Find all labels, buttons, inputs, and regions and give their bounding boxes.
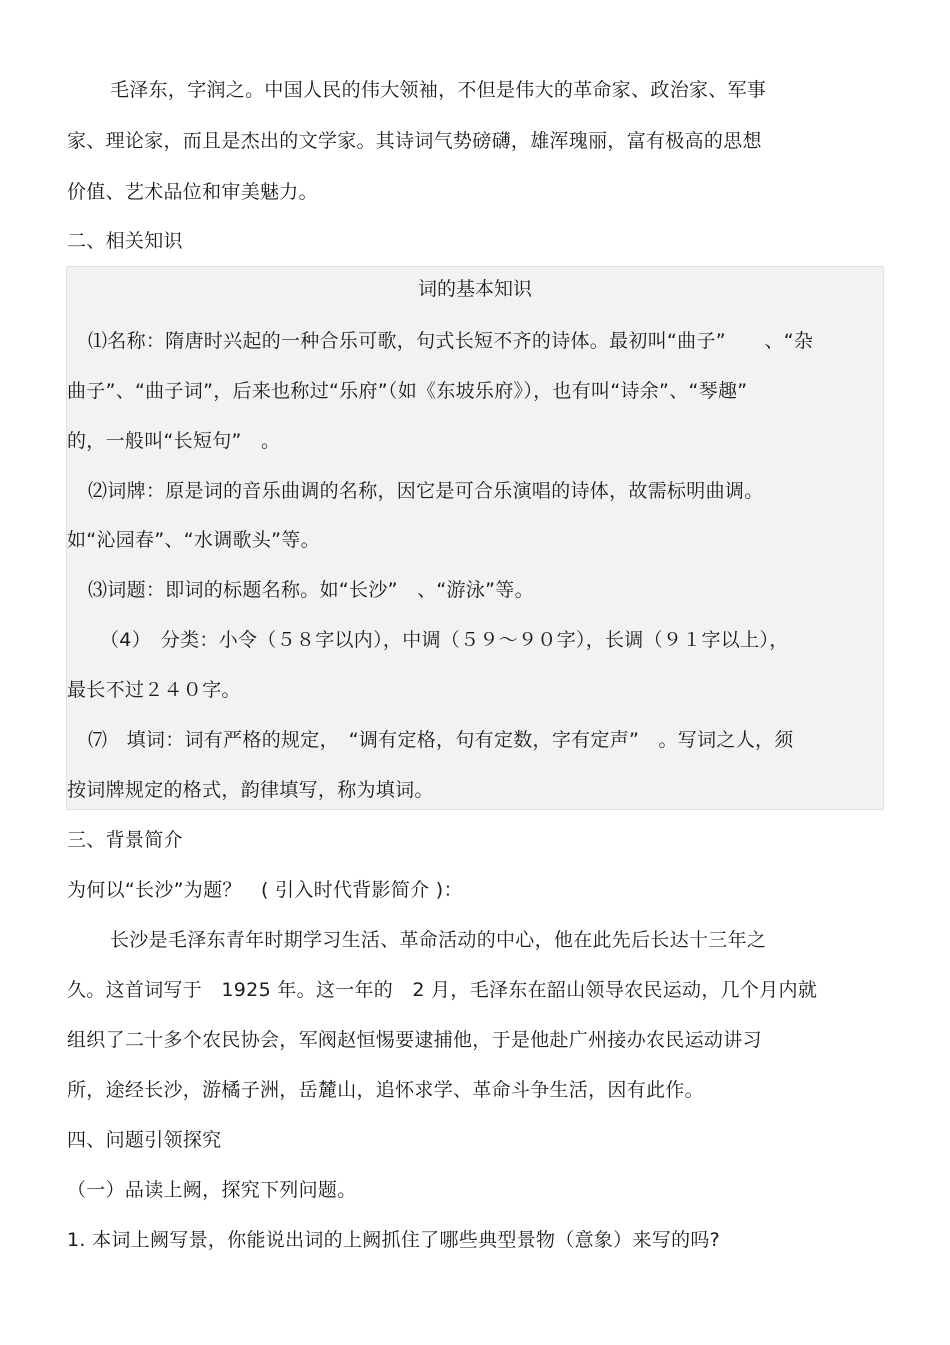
- background-question: 为何以“长沙”为题？ ( 引入时代背影简介 )：: [67, 879, 463, 901]
- knowledge-line-7: （4） 分类：小令（５８字以内），中调（５９～９０字），长调（９１字以上），: [100, 629, 789, 651]
- inquiry-subheading: （一）品读上阙，探究下列问题。: [67, 1179, 357, 1201]
- knowledge-box-title: 词的基本知识: [417, 278, 532, 300]
- knowledge-line-8: 最长不过２４０字。: [67, 679, 241, 701]
- knowledge-line-2: 曲子”、“曲子词”，后来也称过“乐府”（如《东坡乐府》），也有叫“诗余”、“琴趣”: [67, 380, 748, 402]
- background-line-1: 长沙是毛泽东青年时期学习生活、革命活动的中心，他在此先后长达十三年之: [110, 929, 767, 951]
- section-heading-background: 三、背景简介: [67, 829, 183, 851]
- intro-line-2: 家、理论家，而且是杰出的文学家。其诗词气势磅礴，雄浑瑰丽，富有极高的思想: [67, 130, 762, 152]
- intro-line-3: 价值、艺术品位和审美魅力。: [67, 181, 318, 203]
- background-line-3: 组织了二十多个农民协会，军阀赵恒惕要逮捕他，于是他赴广州接办农民运动讲习: [67, 1029, 762, 1051]
- inquiry-question-1: 1. 本词上阙写景，你能说出词的上阙抓住了哪些典型景物（意象）来写的吗?: [67, 1229, 721, 1251]
- background-line-4: 所，途经长沙，游橘子洲，岳麓山，追怀求学、革命斗争生活，因有此作。: [67, 1079, 704, 1101]
- knowledge-line-10: 按词牌规定的格式，韵律填写，称为填词。: [67, 779, 434, 801]
- knowledge-line-9: ⑺ 填词：词有严格的规定， “调有定格，句有定数，字有定声” 。写词之人，须: [88, 729, 794, 751]
- knowledge-line-1: ⑴名称：隋唐时兴起的一种合乐可歌，句式长短不齐的诗体。最初叫“曲子” 、“杂: [88, 330, 814, 352]
- knowledge-line-3: 的，一般叫“长短句” 。: [67, 430, 281, 452]
- knowledge-line-5: 如“沁园春”、“水调歌头”等。: [67, 529, 320, 551]
- section-heading-knowledge: 二、相关知识: [67, 230, 183, 252]
- knowledge-line-4: ⑵词牌：原是词的音乐曲调的名称，因它是可合乐演唱的诗体，故需标明曲调。: [88, 480, 764, 502]
- section-heading-inquiry: 四、问题引领探究: [67, 1129, 222, 1151]
- knowledge-line-6: ⑶词题：即词的标题名称。如“长沙” 、“游泳”等。: [88, 579, 534, 601]
- intro-line-1: 毛泽东，字润之。中国人民的伟大领袖，不但是伟大的革命家、政治家、军事: [110, 79, 767, 101]
- background-line-2: 久。这首词写于 1925 年。这一年的 2 月，毛泽东在韶山领导农民运动，几个月内就: [67, 979, 818, 1001]
